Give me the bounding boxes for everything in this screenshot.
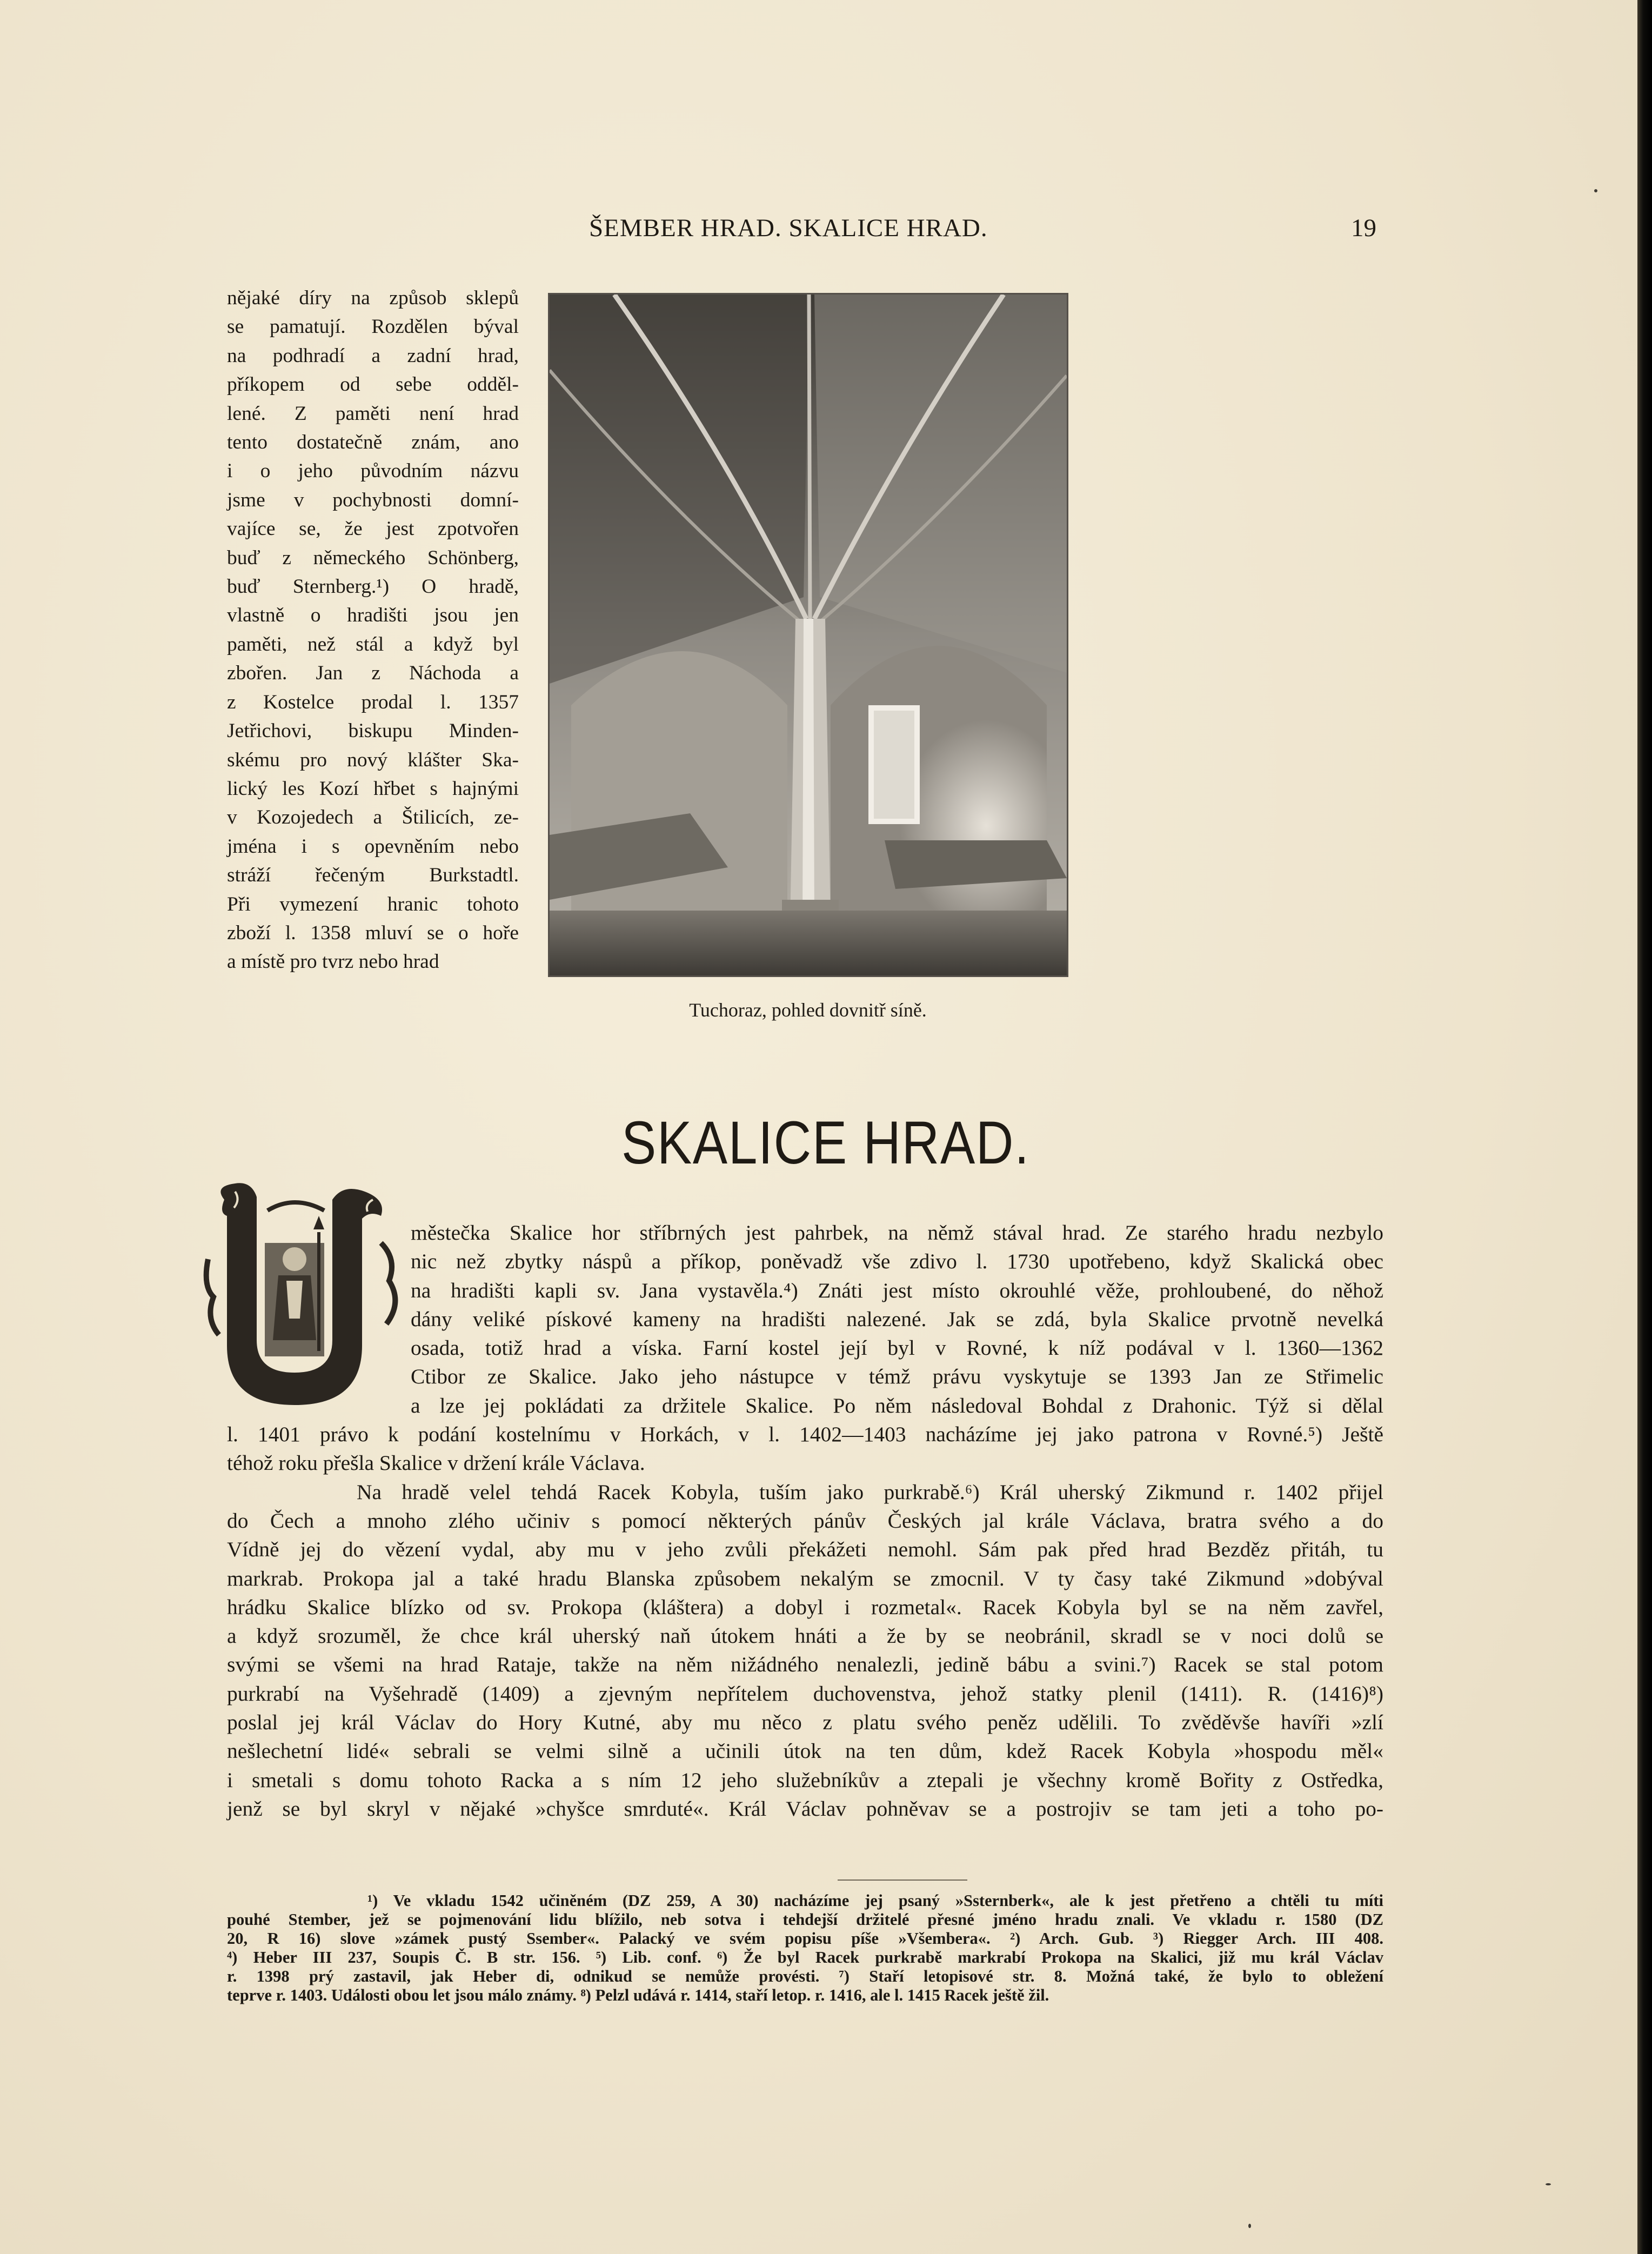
paper-speck	[1594, 189, 1597, 192]
vaulted-hall-photo	[550, 295, 1067, 975]
section-title: SKALICE HRAD.	[621, 1109, 1030, 1176]
section-body-text: městečka Skalice hor stříbrných jest pahrbek, na němž stával hrad. Ze starého hradu nezbylo nic než zbytky náspů a příkop, poněvadž vše zdivo l. 1730 upotřebeno, když Skalická obec na hradišti kapli sv. Jana vystavěla.⁴) Znáti jest místo okrouhlé věže, prohloubené, do něhož dány veliké pískové kameny na hradišti nalezené. Jak se zdá, byla Skalice prvotně nevelká osada, totiž hrad a víska. Farní kostel její byl v Rovné, k níž podával v l. 1360—1362 Ctibor ze Skalice. Jako jeho nástupce v témž právu vyskytuje se 1393 Jan ze Střimelic a lze jej pokládati za držitele Skalice. Po něm následoval Bohdal z Drahonic. Týž si dělal l. 1401 právo k podání kostelnímu v Horkách, v l. 1402—1403 nacházíme jej jako patrona v Rovné.⁵) Ještě téhož roku přešla Skalice v držení krále Václava. Na hradě velel tehdá Racek Kobyla, tuším jako purkrabě.⁶) Král uherský Zikmund r. 1402 přijel do Čech a mnoho zlého učiniv s pomocí některých pánův Českých jal krále Václava, bratra svého a do Vídně jej do vězení vydal, aby mu v jeho zvůli překážeti nemohl. Sám pak před hrad Bezděz přitáh, tu markrab. Prokopa jal a také hradu Blanska způsobem nekalým se zmocnil. V ty časy také Zikmund »dobýval hrádku Skalice blízko od sv. Prokopa (kláštera) a dobyl i rozmetal«. Racek Kobyla byl se na něm zavřel, a když srozuměl, že chce král uherský naň útokem hnáti a že by se neobránil, skradl se v noci dolů se svými se všemi na hrad Rataje, takže na něm nižádného nenalezli, jedině bábu a svini.⁷) Racek se stal potom purkrabí na Vyšehradě (1409) a zjevným nepřítelem duchovenstva, jehož statky plenil (1411). R. (1416)⁸) poslal jej král Václav do Hory Kutné, aby mu něco z platu svého peněz udělili. To zvěděvše havíři »zlí nešlechetní lidé« sebrali se velmi silně a učinili útok na ten dům, kdež Racek Kobyla »hospodu měl« i smetali s domu tohoto Racka a s ním 12 jeho služebníkův a ztepali je všechny kromě Bořity z Ostředka, jenž se byl skryl v nějaké »chyšce smrduté«. Král Václav pohněvav se a postrojiv se tam jeti a toho po-	[227, 1221, 1383, 1821]
page-edge-shadow	[1637, 0, 1652, 2254]
footnotes: ¹) Ve vkladu 1542 učiněném (DZ 259, A 30) nacházíme jej psaný »Ssternberk«, ale k jest přetřeno a chtěli tu míti pouhé Stember, jež se pojmenování lidu blížilo, neb sotva i tehdejší držitelé přesné jméno hradu znali. Ve vkladu r. 1580 (DZ 20, R 16) slove »zámek pustý Ssember«. Palacký ve svém popisu píše »Všembera«. ²) Arch. Gub. ³) Riegger Arch. III 408. ⁴) Heber III 237, Soupis Č. B str. 156. ⁵) Lib. conf. ⁶) Že byl Racek purkrabě markrabí Prokopa na Skalici, již mu král Václav r. 1398 prý zastavil, jak Heber di, odnikud se nemůže provésti. ⁷) Staří letopisové str. 8. Možná také, že bylo to obležení teprve r. 1403. Události obou let jsou málo známy. ⁸) Pelzl udává r. 1414, staří letop. r. 1416, ale l. 1415 Racek ještě žil.	[227, 1891, 1383, 2004]
footnote-rule	[838, 1880, 967, 1881]
paper-speck	[1248, 2224, 1251, 2228]
paper-speck	[1546, 2183, 1551, 2185]
running-header: ŠEMBER HRAD. SKALICE HRAD.	[589, 214, 988, 242]
figure-caption: Tuchoraz, pohled dovnitř síně.	[689, 999, 927, 1021]
left-column-text: nějaké díry na způsob sklepů se pamatují. Rozdělen býval na podhradí a zadní hrad, příkopem od sebe odděl- lené. Z paměti není hrad tento dostatečně znám, ano i o jeho původním názvu jsme v pochybnosti domní- vajíce se, že jest zpotvořen buď z německého Schönberg, buď Sternberg.¹) O hradě, vlastně o hradišti jsou jen paměti, než stál a když byl zbořen. Jan z Náchoda a z Kostelce prodal l. 1357 Jetřichovi, biskupu Minden- skému pro nový klášter Ska- lický les Kozí hřbet s hajnými v Kozojedech a Štilicích, ze- jména i s opevněním nebo stráží řečeným Burkstadtl. Při vymezení hranic tohoto zboží l. 1358 mluví se o hoře a místě pro tvrz nebo hrad	[227, 287, 519, 973]
page-number: 19	[1351, 214, 1376, 242]
